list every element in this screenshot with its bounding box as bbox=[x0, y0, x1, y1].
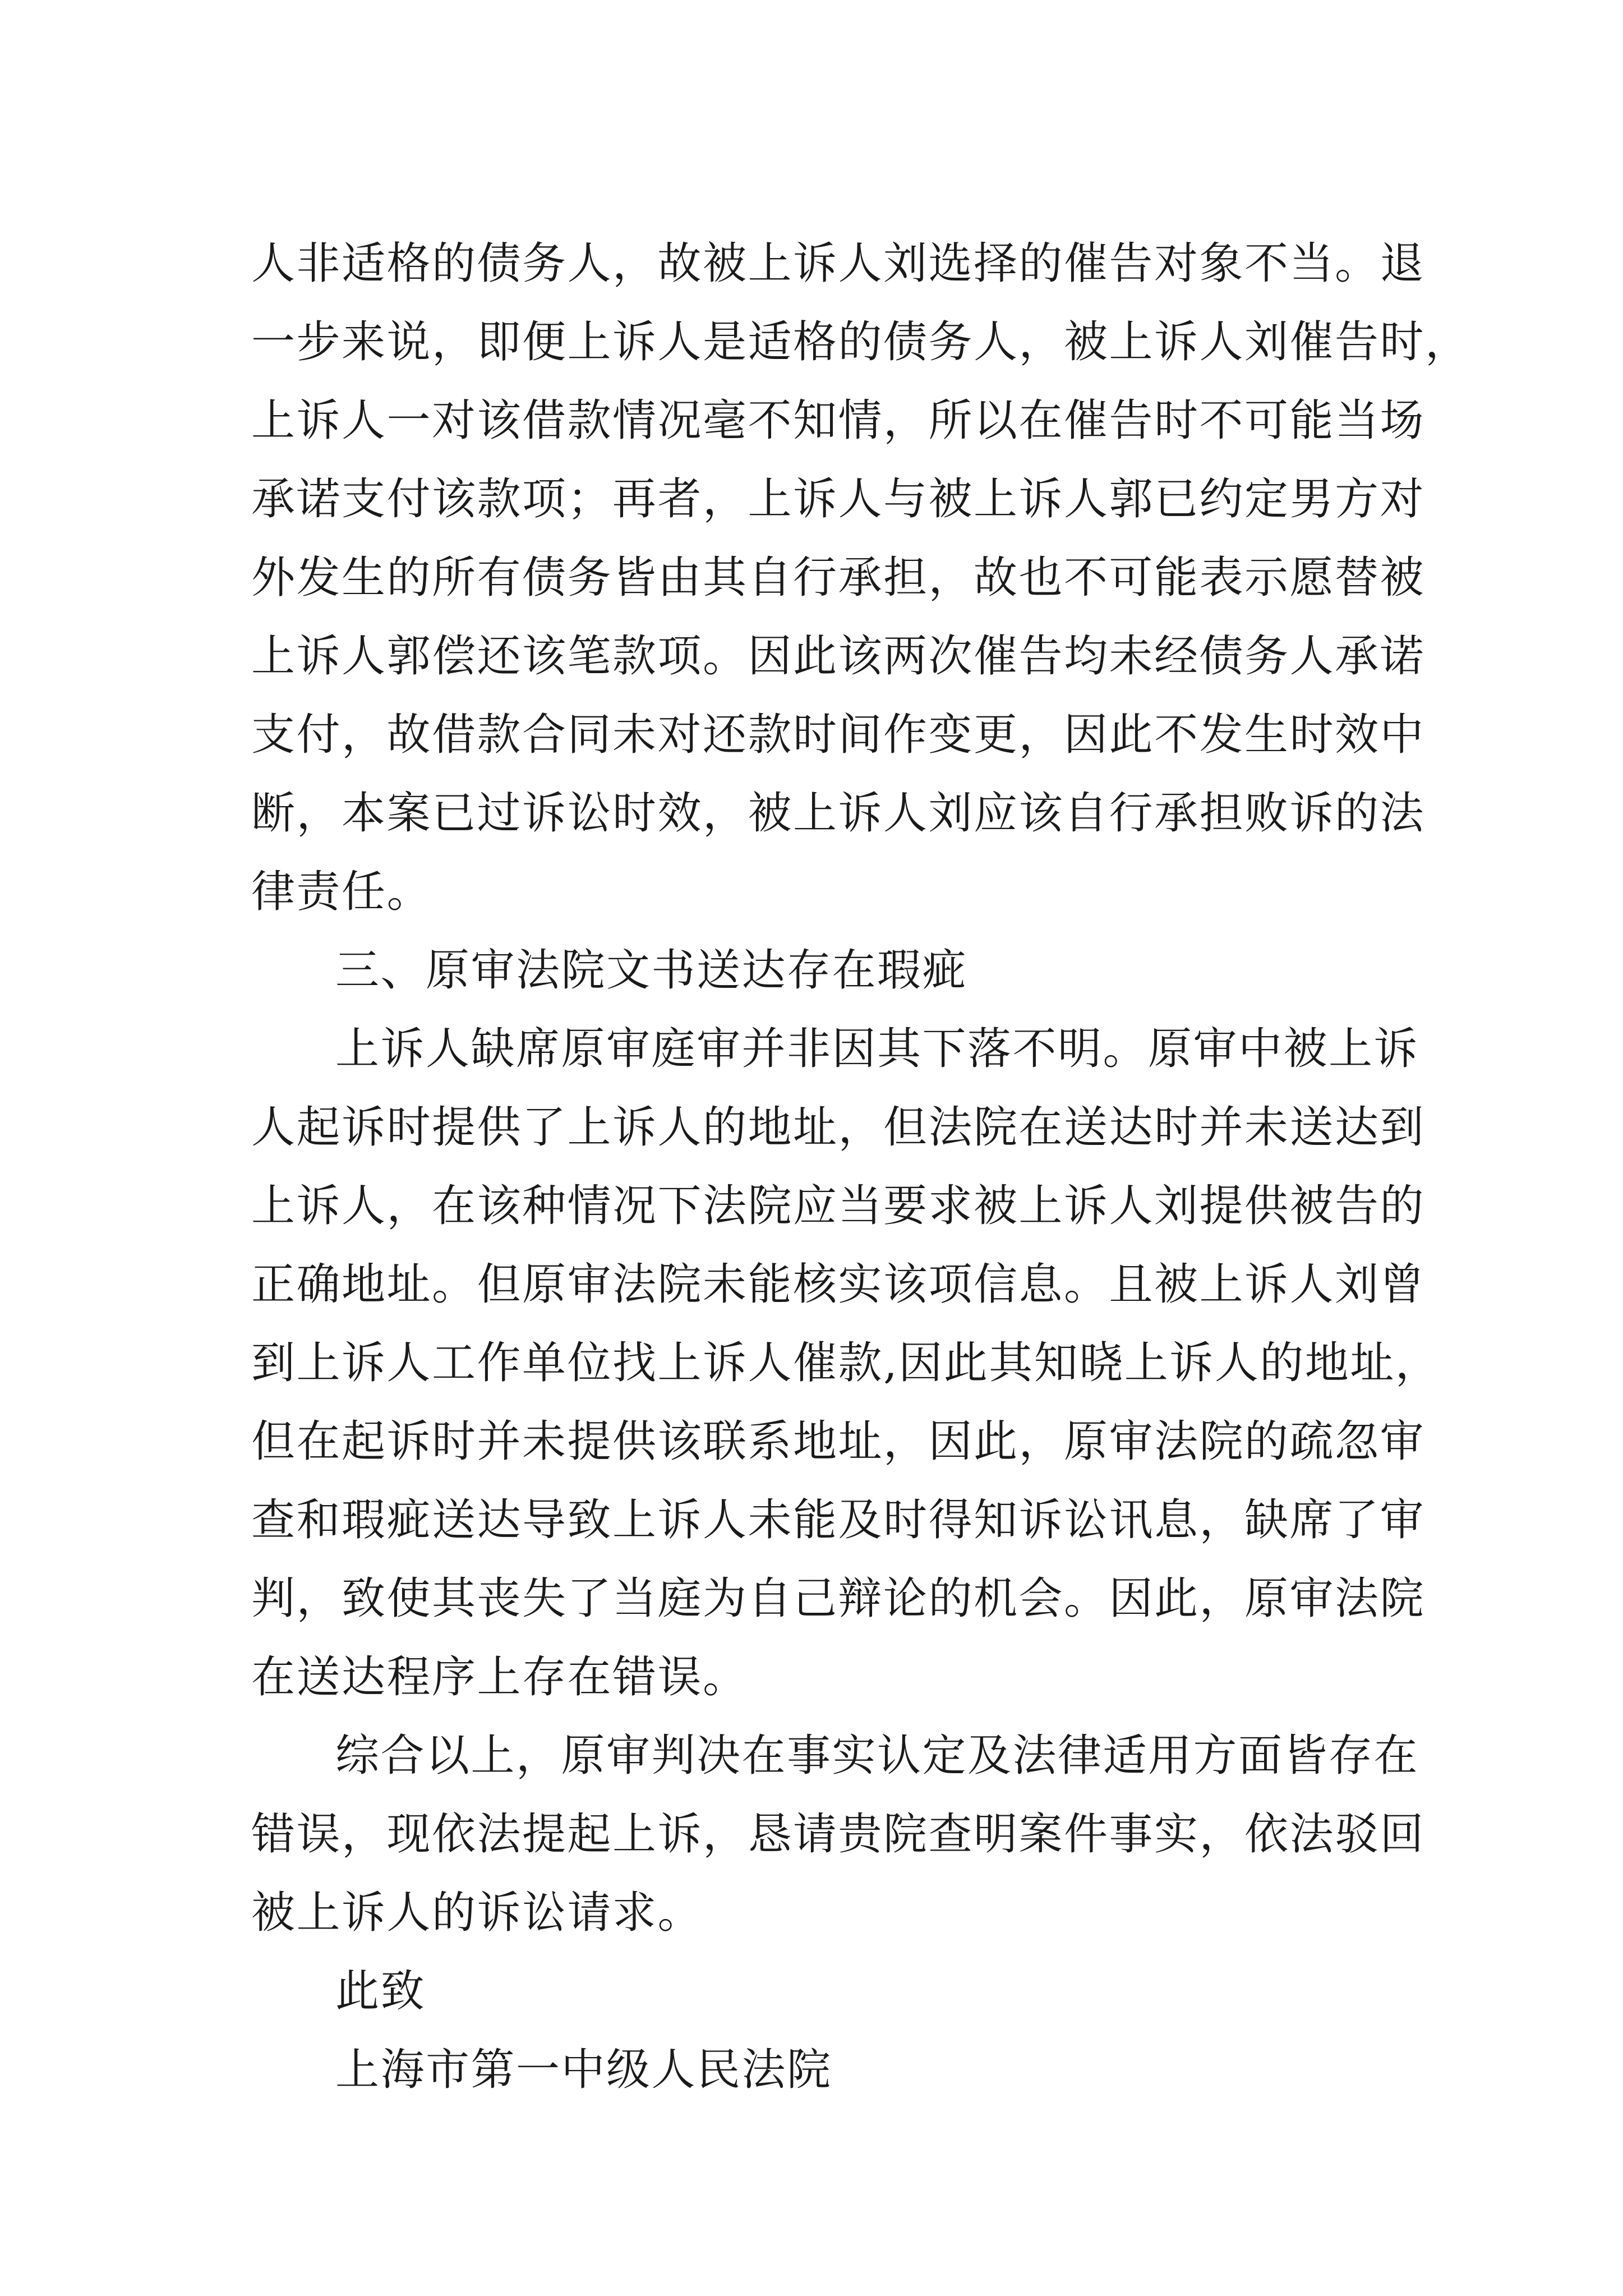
body-line: 承诺支付该款项；再者，上诉人与被上诉人郭已约定男方对 bbox=[251, 474, 1426, 524]
body-line: 查和瑕疵送达导致上诉人未能及时得知诉讼讯息，缺席了审 bbox=[251, 1495, 1426, 1545]
body-line: 上诉人一对该借款情况毫不知情，所以在催告时不可能当场 bbox=[251, 395, 1426, 446]
body-line: 一步来说，即便上诉人是适格的债务人，被上诉人刘催告时， bbox=[251, 317, 1470, 367]
body-line: 在送达程序上存在错误。 bbox=[251, 1652, 748, 1703]
body-line: 上诉人郭偿还该笔款项。因此该两次催告均未经债务人承诺 bbox=[251, 631, 1426, 682]
body-line: 到上诉人工作单位找上诉人催款,因此其知晓上诉人的地址， bbox=[251, 1338, 1441, 1388]
salutation: 此致 bbox=[335, 1966, 426, 2017]
court-addressee: 上海市第一中级人民法院 bbox=[335, 2045, 832, 2095]
body-line: 律责任。 bbox=[251, 867, 432, 917]
body-line: 错误，现依法提起上诉，恳请贵院查明案件事实，依法驳回 bbox=[251, 1809, 1426, 1860]
body-line: 外发生的所有债务皆由其自行承担，故也不可能表示愿替被 bbox=[251, 553, 1426, 603]
body-line: 判，致使其丧失了当庭为自己辩论的机会。因此，原审法院 bbox=[251, 1573, 1426, 1624]
body-line: 但在起诉时并未提供该联系地址，因此，原审法院的疏忽审 bbox=[251, 1416, 1426, 1467]
section-heading: 三、原审法院文书送达存在瑕疵 bbox=[335, 945, 968, 996]
body-line: 人起诉时提供了上诉人的地址，但法院在送达时并未送达到 bbox=[251, 1102, 1426, 1153]
body-line: 人非适格的债务人，故被上诉人刘选择的催告对象不当。退 bbox=[251, 238, 1426, 289]
body-line: 断，本案已过诉讼时效，被上诉人刘应该自行承担败诉的法 bbox=[251, 788, 1426, 839]
body-line: 被上诉人的诉讼请求。 bbox=[251, 1888, 703, 1938]
body-line: 支付，故借款合同未对还款时间作变更，因此不发生时效中 bbox=[251, 710, 1426, 760]
body-line: 上诉人缺席原审庭审并非因其下落不明。原审中被上诉 bbox=[335, 1024, 1419, 1074]
body-line: 上诉人，在该种情况下法院应当要求被上诉人刘提供被告的 bbox=[251, 1181, 1426, 1231]
body-line: 正确地址。但原审法院未能核实该项信息。且被上诉人刘曾 bbox=[251, 1259, 1426, 1310]
body-line: 综合以上，原审判决在事实认定及法律适用方面皆存在 bbox=[335, 1731, 1419, 1781]
